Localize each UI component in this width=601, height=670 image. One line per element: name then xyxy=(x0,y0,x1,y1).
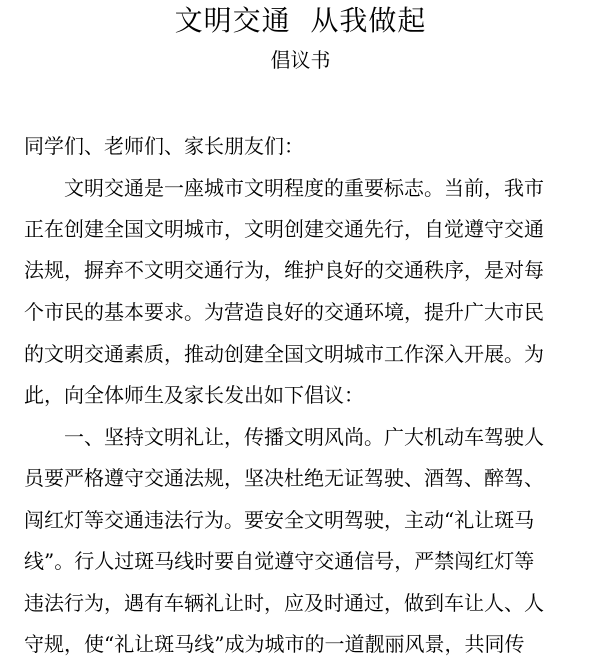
body-line: 守规，使“礼让斑马线”成为城市的一道靓丽风景，共同传 xyxy=(24,632,525,656)
body-line: 文明交通是一座城市文明程度的重要标志。当前，我市 xyxy=(24,176,544,200)
document-title: 文明交通 从我做起 xyxy=(174,4,427,37)
body-line: 正在创建全国文明城市，文明创建交通先行，自觉遵守交通 xyxy=(24,217,544,241)
body-line: 员要严格遵守交通法规，坚决杜绝无证驾驶、酒驾、醉驾、 xyxy=(24,466,544,490)
document-subtitle: 倡议书 xyxy=(270,48,331,72)
body-line: 闯红灯等交通违法行为。要安全文明驾驶，主动“礼让斑马 xyxy=(24,508,535,532)
body-line: 法规，摒弃不文明交通行为，维护良好的交通秩序，是对每 xyxy=(24,258,544,282)
body-line: 线”。行人过斑马线时要自觉遵守交通信号，严禁闯红灯等 xyxy=(24,549,535,573)
body-line: 的文明交通素质，推动创建全国文明城市工作深入开展。为 xyxy=(24,342,544,366)
body-line: 个市民的基本要求。为营造良好的交通环境，提升广大市民 xyxy=(24,300,544,324)
body-line: 此，向全体师生及家长发出如下倡议： xyxy=(24,383,364,407)
body-line: 一、坚持文明礼让，传播文明风尚。广大机动车驾驶人 xyxy=(24,425,544,449)
salutation: 同学们、老师们、家长朋友们： xyxy=(24,134,304,158)
body-line: 违法行为，遇有车辆礼让时，应及时通过，做到车让人、人 xyxy=(24,591,544,615)
